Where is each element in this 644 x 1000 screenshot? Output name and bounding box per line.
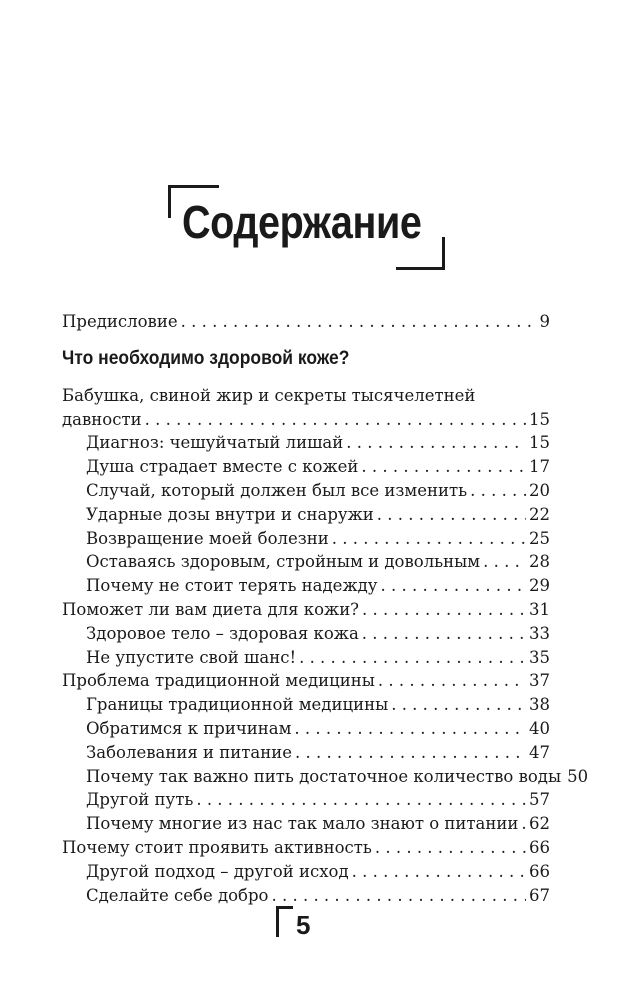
toc-entry-page: 37 bbox=[529, 671, 550, 691]
toc-entry-page: 15 bbox=[529, 433, 550, 453]
dot-leader bbox=[377, 503, 526, 527]
toc-entry-page: 9 bbox=[539, 312, 550, 331]
toc-entry-label: Заболевания и питание bbox=[86, 742, 292, 762]
toc-entry-page: 62 bbox=[529, 814, 550, 834]
toc-entry-label: Почему не стоит терять надежду bbox=[86, 576, 378, 596]
toc-entry-page: 66 bbox=[529, 861, 550, 881]
toc-entry-page: 40 bbox=[529, 718, 550, 738]
toc-entry-page: 35 bbox=[529, 647, 550, 667]
toc-entry-18[interactable] bbox=[62, 836, 550, 860]
toc-entry-page: 38 bbox=[529, 695, 550, 715]
toc-entry-label: Оставаясь здоровым, стройным и довольным bbox=[86, 552, 481, 572]
toc-entry-10[interactable] bbox=[62, 646, 550, 670]
toc-entry-2[interactable] bbox=[62, 455, 550, 479]
toc-entry-15[interactable] bbox=[62, 765, 589, 789]
toc-entry-label: Не упустите свой шанс! bbox=[86, 647, 297, 667]
toc-entry-1[interactable] bbox=[62, 431, 550, 455]
toc-entry-page: 17 bbox=[529, 457, 550, 477]
toc-entry-9[interactable] bbox=[62, 622, 550, 646]
toc-entry-label: Почему стоит проявить активность bbox=[62, 837, 372, 857]
toc-entry-label-line1: Бабушка, свиной жир и секреты тысячелетней bbox=[62, 385, 476, 405]
title-block bbox=[160, 185, 450, 275]
dot-leader bbox=[362, 622, 526, 646]
toc-entry-13[interactable] bbox=[62, 717, 550, 741]
toc-entry-16[interactable] bbox=[62, 788, 550, 812]
toc-entry-4[interactable] bbox=[62, 503, 550, 527]
toc-entry-label: Ударные дозы внутри и снаружи bbox=[86, 504, 374, 524]
toc-entry-label: Душа страдает вместе с кожей bbox=[86, 457, 359, 477]
toc-entry-label: Сделайте себе добро bbox=[86, 885, 269, 905]
section-heading: Что необходимо здоровой коже? bbox=[62, 347, 350, 369]
toc-entry-label: Возвращение моей болезни bbox=[86, 528, 329, 548]
dot-leader bbox=[271, 884, 526, 908]
toc-entry-17[interactable] bbox=[62, 812, 550, 836]
toc-entry-page: 31 bbox=[529, 599, 550, 619]
table-of-contents bbox=[62, 310, 589, 907]
toc-entry-label: Поможет ли вам диета для кожи? bbox=[62, 599, 360, 619]
dot-leader bbox=[362, 598, 526, 622]
toc-entry-page: 33 bbox=[529, 623, 550, 643]
toc-entry-label: Другой путь bbox=[86, 790, 194, 810]
toc-entry-label: Другой подход – другой исход bbox=[86, 861, 349, 881]
dot-leader bbox=[294, 717, 526, 741]
page-number: 5 bbox=[296, 910, 311, 940]
dot-leader bbox=[352, 860, 526, 884]
toc-entry-page: 28 bbox=[529, 552, 550, 572]
page-footer bbox=[276, 906, 336, 956]
toc-entry-page: 15 bbox=[529, 409, 550, 429]
toc-entry-7[interactable] bbox=[62, 574, 550, 598]
toc-entry-3[interactable] bbox=[62, 479, 550, 503]
toc-entry-page: 22 bbox=[529, 504, 550, 524]
toc-entry-8[interactable] bbox=[62, 598, 550, 622]
toc-entry-label: давности bbox=[62, 409, 142, 429]
toc-entry-11[interactable] bbox=[62, 669, 550, 693]
dot-leader bbox=[299, 646, 526, 670]
title-bracket-bottom-right bbox=[396, 237, 445, 270]
toc-entry-6[interactable] bbox=[62, 550, 550, 574]
toc-entry-page: 67 bbox=[529, 885, 550, 905]
toc-entry-label: Границы традиционной медицины bbox=[86, 695, 389, 715]
dot-leader bbox=[145, 408, 526, 432]
dot-leader bbox=[196, 788, 526, 812]
toc-entry-label: Обратимся к причинам bbox=[86, 718, 292, 738]
dot-leader bbox=[521, 812, 526, 836]
toc-entry-20[interactable] bbox=[62, 884, 550, 908]
toc-entry-label: Почему многие из нас так мало знают о питании bbox=[86, 814, 519, 834]
toc-entry-page: 50 bbox=[567, 766, 589, 786]
page-number-bracket bbox=[276, 906, 293, 937]
toc-entry-label: Диагноз: чешуйчатый лишай bbox=[86, 433, 344, 453]
toc-entry-5[interactable] bbox=[62, 527, 550, 551]
toc-entry-page: 20 bbox=[529, 480, 550, 500]
toc-entry-label: Здоровое тело – здоровая кожа bbox=[86, 623, 359, 643]
toc-entry-page: 29 bbox=[529, 576, 550, 596]
toc-entry-19[interactable] bbox=[62, 860, 550, 884]
toc-entry-page: 66 bbox=[529, 837, 550, 857]
dot-leader bbox=[346, 431, 526, 455]
toc-entry-12[interactable] bbox=[62, 693, 550, 717]
dot-leader bbox=[470, 479, 526, 503]
toc-entry-14[interactable] bbox=[62, 741, 550, 765]
toc-entry-label: Предисловие bbox=[62, 312, 178, 331]
dot-leader bbox=[332, 527, 526, 551]
dot-leader bbox=[295, 741, 526, 765]
toc-entry-preface[interactable] bbox=[62, 310, 550, 334]
toc-entry-0[interactable] bbox=[62, 384, 550, 432]
toc-entry-label: Проблема традиционной медицины bbox=[62, 671, 375, 691]
dot-leader bbox=[381, 574, 527, 598]
dot-leader bbox=[361, 455, 526, 479]
dot-leader bbox=[375, 836, 526, 860]
dot-leader bbox=[483, 550, 526, 574]
toc-entry-page: 47 bbox=[529, 742, 550, 762]
dot-leader bbox=[391, 693, 526, 717]
toc-entry-page: 57 bbox=[529, 790, 550, 810]
page-title: Содержание bbox=[182, 196, 422, 248]
dot-leader bbox=[181, 310, 537, 334]
dot-leader bbox=[378, 669, 526, 693]
toc-entry-label: Почему так важно пить достаточное количество воды bbox=[86, 766, 562, 786]
toc-entry-label: Случай, который должен был все изменить bbox=[86, 480, 468, 500]
toc-entry-page: 25 bbox=[529, 528, 550, 548]
